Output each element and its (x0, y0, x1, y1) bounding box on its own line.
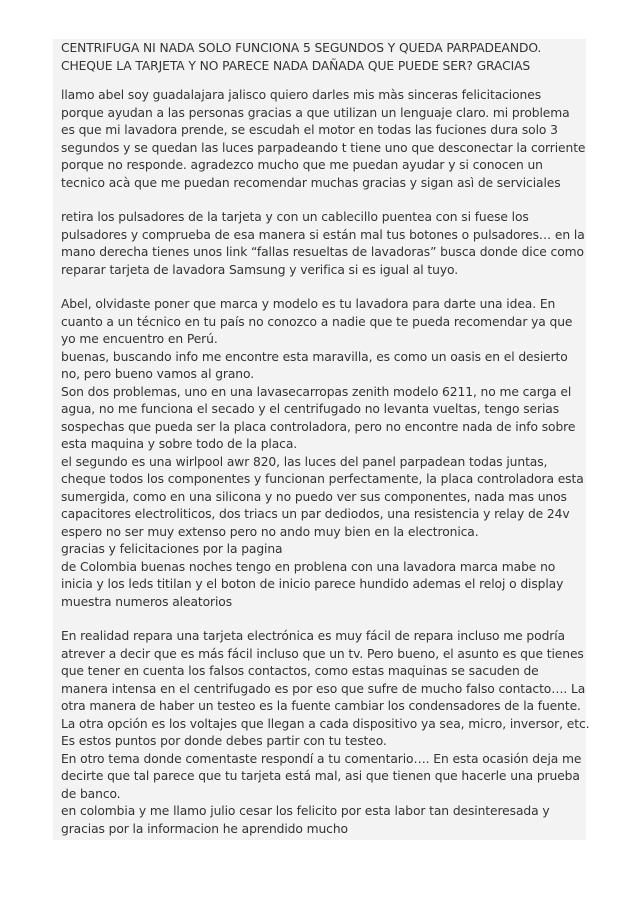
text-line: es que mi lavadora prende, se escudah el motor en todas las fuciones dura solo 3 (61, 123, 558, 137)
document-page (53, 39, 590, 840)
text-line: decirte que tal parece que tu tarjeta está mal, asi que tienen que hacerle una prueba (61, 769, 580, 783)
text-line: no, pero bueno vamos al grano. (61, 367, 255, 381)
text-line: inicia y los leds titilan y el boton de inicio parece hundido ademas el reloj o display (61, 577, 564, 591)
text-line: segundos y se quedan las luces parpadeando t tiene uno que desconectar la corriente (61, 140, 586, 155)
text-line: Son dos problemas, uno en una lavasecarropas zenith modelo 6211, no me carga el (61, 384, 572, 399)
text-line: cuanto a un técnico en tu país no conozco a nadie que te pueda recomendar ya que (61, 314, 573, 329)
paragraph-abel-question (61, 87, 586, 192)
text-line: Abel, olvidaste poner que marca y modelo es tu lavadora para darte una idea. En (61, 297, 556, 311)
text-line: en colombia y me llamo julio cesar los felicito por esta labor tan desinteresada y (61, 804, 550, 818)
text-line: retira los pulsadores de la tarjeta y con un cablecillo puentea con si fuese los (61, 210, 529, 224)
text-line: buenas, buscando info me encontre esta maravilla, es como un oasis en el desierto (61, 349, 568, 364)
text-line: gracias y felicitaciones por la pagina (61, 542, 283, 556)
text-line: esta maquina y sobre todo de la placa. (61, 437, 298, 451)
text-line: En realidad repara una tarjeta electrónica es muy fácil de repara incluso me podría (61, 629, 565, 643)
text-line: yo me encuentro en Perú. (61, 332, 218, 346)
paragraph-repair-answer (61, 628, 590, 838)
text-line: de banco. (61, 786, 121, 801)
paragraph-comments (61, 296, 586, 611)
title-line: CENTRIFUGA NI NADA SOLO FUNCIONA 5 SEGUNDOS Y QUEDA PARPADEANDO. (61, 41, 542, 55)
text-line: Es estos puntos por donde debes partir con tu testeo. (61, 734, 387, 748)
text-line: cheque todos los componentes y funcionan perfectamente, la placa controladora esta (61, 472, 584, 486)
text-line: sumergida, como en una silicona y no puedo ver sus componentes, nada mas unos (61, 489, 567, 504)
text-line: pulsadores y comprueba de esa manera si están mal tus botones o pulsadores… en la (61, 227, 585, 242)
title-line: CHEQUE LA TARJETA Y NO PARECE NADA DAÑADA QUE PUEDE SER? GRACIAS (61, 58, 531, 73)
text-line: manera intensa en el centrifugado es por eso que sufre de mucho falso contacto…. La (61, 681, 586, 696)
text-line: de Colombia buenas noches tengo en problena con una lavadora marca mabe no (61, 559, 556, 574)
text-line: que tener en cuenta los falsos contactos, como estas maquinas se sacuden de (61, 664, 539, 678)
text-line: tecnico acà que me puedan recomendar muchas gracias y sigan asì de serviciales (61, 175, 561, 190)
text-line: espero no ser muy extenso pero no ando muy bien en la electronica. (61, 524, 479, 539)
text-line: En otro tema donde comentaste respondí a tu comentario…. En esta ocasión deja me (61, 751, 582, 766)
text-line: gracias por la informacion he aprendido mucho (61, 821, 348, 836)
text-line: reparar tarjeta de lavadora Samsung y verifica si es igual al tuyo. (61, 262, 459, 277)
paragraph-pulsadores-answer (61, 209, 586, 279)
text-line: sospechas que pueda ser la placa controladora, pero no encontre nada de info sobre (61, 419, 576, 434)
text-line: mano derecha tienes unos link “fallas resueltas de lavadoras” busca donde dice como (61, 245, 584, 259)
text-line: otra manera de haber un testeo es la fuente cambiar los condensadores de la fuente. (61, 699, 581, 713)
text-line: capacitores electroliticos, dos triacs un par dediodos, una resistencia y relay de 24v (61, 507, 570, 521)
text-line: agua, no me funciona el secado y el centrifugado no levanta vueltas, tengo serias (61, 402, 560, 416)
document-title (61, 39, 586, 75)
text-line: porque no responde. agradezco mucho que me puedan ayudar y si conocen un (61, 158, 543, 172)
text-line: atrever a decir que es más fácil incluso que un tv. Pero bueno, el asunto es que tienes (61, 646, 584, 661)
text-line: porque ayudan a las personas gracias a que utilizan un lenguaje claro. mi problema (61, 105, 570, 120)
text-line: muestra numeros aleatorios (61, 594, 233, 609)
text-line: llamo abel soy guadalajara jalisco quiero darles mis màs sinceras felicitaciones (61, 88, 542, 102)
text-line: La otra opción es los voltajes que llegan a cada dispositivo ya sea, micro, inversor, etc. (61, 716, 590, 731)
text-line: el segundo es una wirlpool awr 820, las luces del panel parpadean todas juntas, (61, 454, 548, 469)
